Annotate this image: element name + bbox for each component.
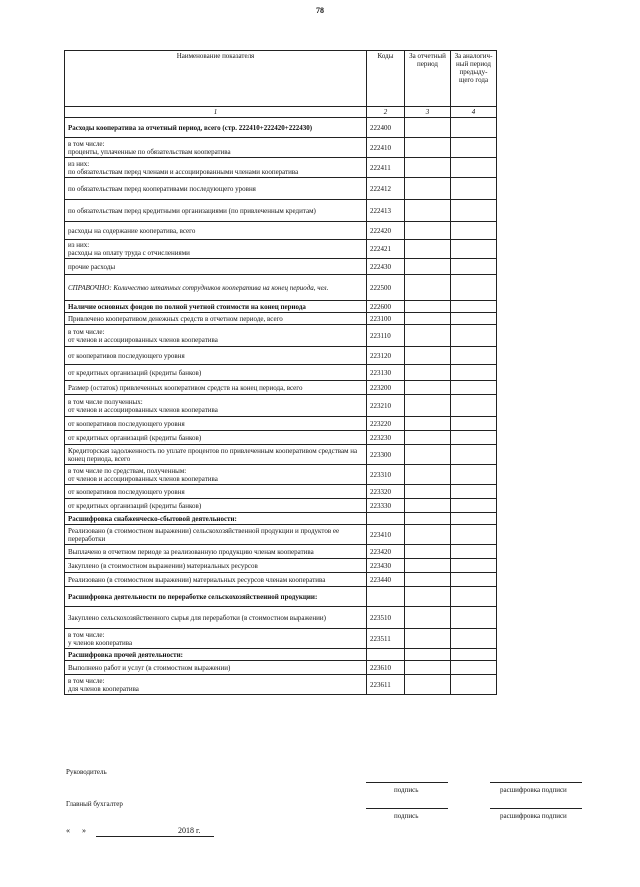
row-current-value-cell[interactable] [405, 222, 451, 240]
row-code: 222411 [367, 158, 405, 178]
table-row [65, 275, 497, 301]
row-code: 222420 [367, 222, 405, 240]
row-code: 223310 [367, 465, 405, 485]
table-row [65, 513, 497, 525]
row-prev-value-cell[interactable] [451, 158, 497, 178]
table-row [65, 465, 497, 485]
row-current-value-cell[interactable] [405, 545, 451, 559]
row-code: 223511 [367, 629, 405, 649]
table-row [65, 587, 497, 607]
row-name: расходы на содержание кооператива, всего [65, 222, 367, 240]
row-name: Реализовано (в стоимостном выражении) материальных ресурсов членам кооператива [65, 573, 367, 587]
row-prev-value-cell[interactable] [451, 365, 497, 381]
date-fill-line[interactable] [96, 836, 214, 837]
header-num-2: 2 [367, 107, 405, 118]
header-prev: За аналогич-ный период предыду-щего года [451, 51, 497, 107]
row-prev-value-cell[interactable] [451, 587, 497, 607]
head-sign-line[interactable] [366, 782, 448, 783]
table-row [65, 661, 497, 675]
row-current-value-cell[interactable] [405, 313, 451, 325]
row-code: 223510 [367, 607, 405, 629]
row-name: от кооперативов последующего уровня [65, 485, 367, 499]
page-number: 78 [316, 6, 324, 15]
row-name: Закуплено сельскохозяйственного сырья для переработки (в стоимостном выражении) [65, 607, 367, 629]
header-num-3: 3 [405, 107, 451, 118]
row-current-value-cell[interactable] [405, 513, 451, 525]
row-name: в том числе по средствам, полученным: от членов и ассоциированных членов кооператива [65, 465, 367, 485]
row-name: прочие расходы [65, 259, 367, 275]
table-row [65, 178, 497, 200]
row-prev-value-cell[interactable] [451, 629, 497, 649]
row-name: Привлечено кооперативом денежных средств в отчетном периоде, всего [65, 313, 367, 325]
row-name: Выполнено работ и услуг (в стоимостном выражении) [65, 661, 367, 675]
head-decode-caption: расшифровка подписи [500, 786, 567, 794]
table-row [65, 259, 497, 275]
row-code: 223220 [367, 417, 405, 431]
row-current-value-cell[interactable] [405, 138, 451, 158]
row-code: 223410 [367, 525, 405, 545]
row-name: Наличие основных фондов по полной учетной стоимости на конец периода [65, 301, 367, 313]
row-prev-value-cell[interactable] [451, 240, 497, 259]
row-name: в том числе: от членов и ассоциированных членов кооператива [65, 325, 367, 347]
row-current-value-cell[interactable] [405, 200, 451, 222]
row-current-value-cell[interactable] [405, 259, 451, 275]
row-current-value-cell[interactable] [405, 431, 451, 445]
row-code: 223100 [367, 313, 405, 325]
row-name: в том числе: проценты, уплаченные по обязательствам кооператива [65, 138, 367, 158]
row-current-value-cell[interactable] [405, 381, 451, 395]
row-prev-value-cell[interactable] [451, 118, 497, 138]
row-current-value-cell[interactable] [405, 661, 451, 675]
row-prev-value-cell[interactable] [451, 661, 497, 675]
row-current-value-cell[interactable] [405, 587, 451, 607]
row-code: 223230 [367, 431, 405, 445]
row-current-value-cell[interactable] [405, 445, 451, 465]
row-prev-value-cell[interactable] [451, 675, 497, 695]
row-current-value-cell[interactable] [405, 559, 451, 573]
row-current-value-cell[interactable] [405, 275, 451, 301]
row-name: Расшифровка прочей деятельности: [65, 649, 367, 661]
header-code: Коды [367, 51, 405, 107]
table-row [65, 525, 497, 545]
table-row [65, 138, 497, 158]
row-code [367, 649, 405, 661]
row-name: в том числе: у членов кооператива [65, 629, 367, 649]
row-prev-value-cell[interactable] [451, 485, 497, 499]
table-row [65, 313, 497, 325]
row-prev-value-cell[interactable] [451, 559, 497, 573]
row-code: 222430 [367, 259, 405, 275]
head-sign-caption: подпись [394, 786, 419, 794]
row-code: 222500 [367, 275, 405, 301]
row-name: по обязательствам перед кредитными организациями (по привлеченным кредитам) [65, 200, 367, 222]
row-name: в том числе: для членов кооператива [65, 675, 367, 695]
row-current-value-cell[interactable] [405, 649, 451, 661]
row-prev-value-cell[interactable] [451, 513, 497, 525]
row-prev-value-cell[interactable] [451, 222, 497, 240]
table-row [65, 395, 497, 417]
row-name: Реализовано (в стоимостном выражении) сельскохозяйственной продукции и продуктов ее переработки [65, 525, 367, 545]
table-row [65, 559, 497, 573]
row-prev-value-cell[interactable] [451, 499, 497, 513]
row-code: 223200 [367, 381, 405, 395]
table-row [65, 545, 497, 559]
row-current-value-cell[interactable] [405, 301, 451, 313]
row-name: из них: расходы на оплату труда с отчислениями [65, 240, 367, 259]
row-code: 223300 [367, 445, 405, 465]
row-name: Расшифровка снабженческо-сбытовой деятельности: [65, 513, 367, 525]
row-name: Размер (остаток) привлеченных кооперативом средств на конец периода, всего [65, 381, 367, 395]
header-name: Наименование показателя [65, 51, 367, 107]
accountant-decode-line[interactable] [490, 808, 582, 809]
table-row [65, 431, 497, 445]
row-current-value-cell[interactable] [405, 395, 451, 417]
row-name: от кооперативов последующего уровня [65, 417, 367, 431]
row-current-value-cell[interactable] [405, 573, 451, 587]
table-row [65, 200, 497, 222]
header-current: За отчетный период [405, 51, 451, 107]
table-row [65, 365, 497, 381]
table-row [65, 417, 497, 431]
row-prev-value-cell[interactable] [451, 417, 497, 431]
row-prev-value-cell[interactable] [451, 395, 497, 417]
row-current-value-cell[interactable] [405, 158, 451, 178]
row-prev-value-cell[interactable] [451, 138, 497, 158]
date-line: « » 2018 г. [66, 826, 201, 835]
row-prev-value-cell[interactable] [451, 275, 497, 301]
row-code: 223611 [367, 675, 405, 695]
table-row [65, 347, 497, 365]
table-row [65, 573, 497, 587]
row-current-value-cell[interactable] [405, 178, 451, 200]
row-prev-value-cell[interactable] [451, 259, 497, 275]
table-row [65, 649, 497, 661]
table-row [65, 499, 497, 513]
row-name: Расшифровка деятельности по переработке сельскохозяйственной продукции: [65, 587, 367, 607]
header-num-1: 1 [65, 107, 367, 118]
row-code: 222600 [367, 301, 405, 313]
row-code: 223210 [367, 395, 405, 417]
row-current-value-cell[interactable] [405, 365, 451, 381]
row-current-value-cell[interactable] [405, 325, 451, 347]
row-prev-value-cell[interactable] [451, 431, 497, 445]
row-prev-value-cell[interactable] [451, 573, 497, 587]
row-code: 223430 [367, 559, 405, 573]
row-current-value-cell[interactable] [405, 347, 451, 365]
row-prev-value-cell[interactable] [451, 301, 497, 313]
row-code: 223610 [367, 661, 405, 675]
row-name: из них: по обязательствам перед членами и ассоциированными членами кооператива [65, 158, 367, 178]
row-code: 223440 [367, 573, 405, 587]
row-name: от кредитных организаций (кредиты банков) [65, 499, 367, 513]
row-current-value-cell[interactable] [405, 675, 451, 695]
row-prev-value-cell[interactable] [451, 445, 497, 465]
table-row [65, 445, 497, 465]
row-code: 223130 [367, 365, 405, 381]
row-code: 223320 [367, 485, 405, 499]
row-current-value-cell[interactable] [405, 118, 451, 138]
table-row [65, 325, 497, 347]
row-current-value-cell[interactable] [405, 465, 451, 485]
accountant-sign-line[interactable] [366, 808, 448, 809]
row-prev-value-cell[interactable] [451, 381, 497, 395]
table-row [65, 607, 497, 629]
row-prev-value-cell[interactable] [451, 325, 497, 347]
accountant-decode-caption: расшифровка подписи [500, 812, 567, 820]
row-current-value-cell[interactable] [405, 525, 451, 545]
row-prev-value-cell[interactable] [451, 607, 497, 629]
row-name: от кредитных организаций (кредиты банков) [65, 431, 367, 445]
accountant-label: Главный бухгалтер [66, 800, 123, 808]
row-name: Расходы кооператива за отчетный период, всего (стр. 222410+222420+222430) [65, 118, 367, 138]
head-label: Руководитель [66, 768, 107, 776]
row-code: 222421 [367, 240, 405, 259]
table-row [65, 675, 497, 695]
row-current-value-cell[interactable] [405, 629, 451, 649]
table-row [65, 629, 497, 649]
table-row [65, 240, 497, 259]
row-current-value-cell[interactable] [405, 240, 451, 259]
row-current-value-cell[interactable] [405, 485, 451, 499]
row-code: 222400 [367, 118, 405, 138]
row-code: 222410 [367, 138, 405, 158]
row-code: 222412 [367, 178, 405, 200]
table-row [65, 485, 497, 499]
row-prev-value-cell[interactable] [451, 649, 497, 661]
row-name: в том числе полученных: от членов и ассоциированных членов кооператива [65, 395, 367, 417]
row-code: 223110 [367, 325, 405, 347]
row-prev-value-cell[interactable] [451, 313, 497, 325]
header-num-4: 4 [451, 107, 497, 118]
table-row [65, 158, 497, 178]
row-name: от кооперативов последующего уровня [65, 347, 367, 365]
table-row [65, 118, 497, 138]
head-decode-line[interactable] [490, 782, 582, 783]
row-prev-value-cell[interactable] [451, 545, 497, 559]
row-prev-value-cell[interactable] [451, 200, 497, 222]
row-code [367, 513, 405, 525]
row-prev-value-cell[interactable] [451, 347, 497, 365]
table-row [65, 301, 497, 313]
row-name: Кредиторская задолженность по уплате процентов по привлеченным кооперативом средствам на конец периода, всего [65, 445, 367, 465]
row-name: по обязательствам перед кооперативами последующего уровня [65, 178, 367, 200]
row-prev-value-cell[interactable] [451, 465, 497, 485]
row-code: 223330 [367, 499, 405, 513]
table-row [65, 381, 497, 395]
row-name: СПРАВОЧНО: Количество штатных сотрудников кооператива на конец периода, чел. [65, 275, 367, 301]
row-current-value-cell[interactable] [405, 417, 451, 431]
row-name: от кредитных организаций (кредиты банков) [65, 365, 367, 381]
row-code: 223420 [367, 545, 405, 559]
row-name: Выплачено в отчетном периоде за реализованную продукцию членам кооператива [65, 545, 367, 559]
row-code [367, 587, 405, 607]
row-current-value-cell[interactable] [405, 607, 451, 629]
report-table [64, 50, 497, 695]
row-code: 222413 [367, 200, 405, 222]
row-prev-value-cell[interactable] [451, 178, 497, 200]
row-code: 223120 [367, 347, 405, 365]
row-prev-value-cell[interactable] [451, 525, 497, 545]
row-name: Закуплено (в стоимостном выражении) материальных ресурсов [65, 559, 367, 573]
accountant-sign-caption: подпись [394, 812, 419, 820]
row-current-value-cell[interactable] [405, 499, 451, 513]
table-row [65, 222, 497, 240]
